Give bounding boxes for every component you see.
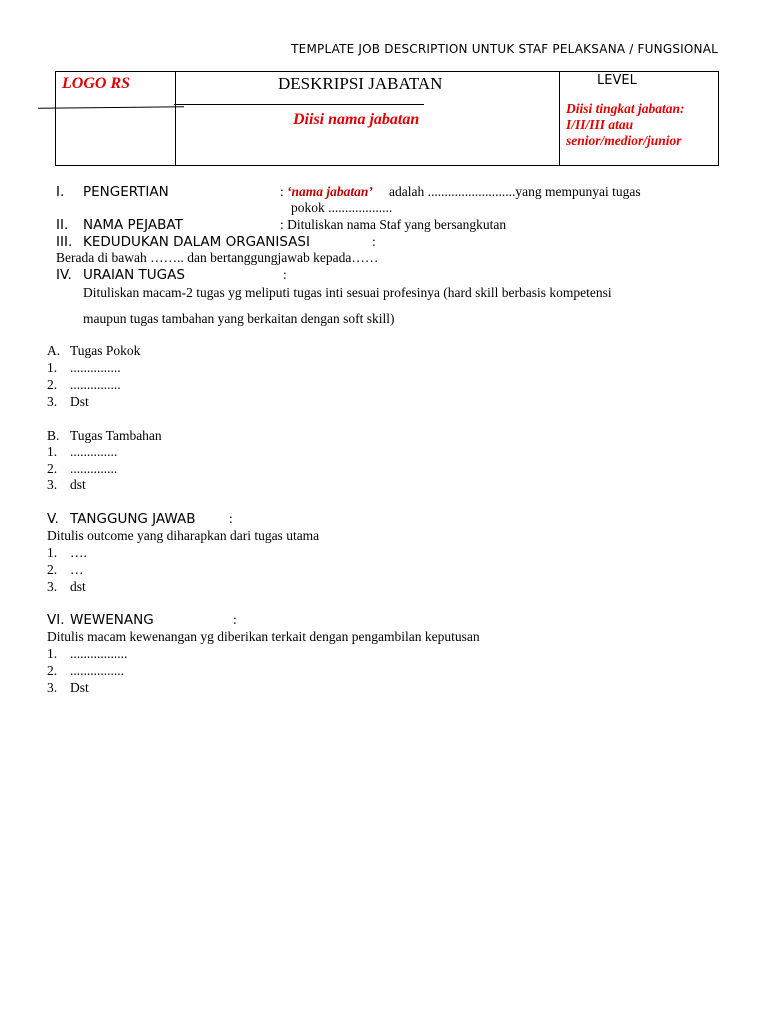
job-name-placeholder: Diisi nama jabatan (293, 111, 420, 128)
list-item-number: 1. (47, 360, 58, 375)
subsection-a-label: Tugas Pokok (70, 343, 141, 358)
list-item-text: ................ (70, 663, 124, 678)
list-item-text: dst (70, 579, 86, 594)
list-item-text: ............... (70, 360, 121, 375)
section-3-number: III. (56, 234, 73, 250)
section-6-text: Ditulis macam kewenangan yg diberikan terkait dengan pengambilan keputusan (47, 629, 480, 644)
section-6-number: VI. (47, 612, 65, 628)
section-1-text-cont: pokok ................... (291, 200, 393, 215)
table-divider-2 (559, 72, 560, 165)
subsection-b-label: Tugas Tambahan (70, 428, 162, 443)
section-1-jabatan: ‘nama jabatan’ (287, 184, 373, 199)
list-item-text: … (70, 562, 84, 577)
list-item-number: 2. (47, 461, 58, 476)
list-item-text: Dst (70, 394, 89, 409)
document-header-title: TEMPLATE JOB DESCRIPTION UNTUK STAF PELAKSANA / FUNGSIONAL (291, 42, 718, 56)
section-4-text: Dituliskan macam-2 tugas yg meliputi tugas inti sesuai profesinya (hard skill berbasis kompetensi (83, 285, 612, 300)
list-item-number: 1. (47, 444, 58, 459)
list-item-text: dst (70, 477, 86, 492)
section-1-label: PENGERTIAN (83, 184, 169, 200)
list-item-text: …. (70, 545, 87, 560)
list-item-number: 3. (47, 394, 58, 409)
section-5-text: Ditulis outcome yang diharapkan dari tugas utama (47, 528, 320, 543)
section-4-text-cont: maupun tugas tambahan yang berkaitan dengan soft skill) (83, 311, 395, 326)
table-divider-1 (175, 72, 176, 165)
page-title: DESKRIPSI JABATAN (278, 74, 443, 93)
list-item-number: 2. (47, 562, 58, 577)
section-4-label: URAIAN TUGAS (83, 267, 185, 283)
list-item-text: ................. (70, 646, 128, 661)
section-2-number: II. (56, 217, 69, 233)
list-item-text: .............. (70, 444, 118, 459)
section-1-number: I. (56, 184, 65, 200)
list-item-number: 2. (47, 377, 58, 392)
section-6-colon: : (233, 612, 237, 627)
section-1-text: adalah ..........................yang mempunyai tugas (389, 184, 641, 199)
list-item-number: 3. (47, 680, 58, 695)
section-2-label: NAMA PEJABAT (83, 217, 183, 233)
section-6-label: WEWENANG (70, 612, 154, 628)
section-5-colon: : (229, 511, 233, 526)
list-item-text: Dst (70, 680, 89, 695)
subsection-a-letter: A. (47, 343, 61, 358)
level-hint: Diisi tingkat jabatan: I/II/III atau senior/medior/junior (566, 101, 685, 148)
list-item-number: 3. (47, 477, 58, 492)
logo-placeholder: LOGO RS (62, 75, 131, 92)
section-3-label: KEDUDUKAN DALAM ORGANISASI (83, 234, 310, 250)
section-4-colon: : (283, 267, 287, 282)
list-item-text: ............... (70, 377, 121, 392)
section-5-number: V. (47, 511, 59, 527)
list-item-text: .............. (70, 461, 118, 476)
title-underline (174, 104, 424, 105)
list-item-number: 3. (47, 579, 58, 594)
section-2-text: : Dituliskan nama Staf yang bersangkutan (280, 217, 507, 232)
list-item-number: 2. (47, 663, 58, 678)
level-label: LEVEL (597, 73, 637, 88)
section-3-colon: : (372, 234, 376, 249)
section-4-number: IV. (56, 267, 72, 283)
section-1-colon: : (280, 184, 284, 199)
section-3-text: Berada di bawah …….. dan bertanggungjawab kepada…… (56, 250, 379, 265)
subsection-b-letter: B. (47, 428, 60, 443)
list-item-number: 1. (47, 545, 58, 560)
list-item-number: 1. (47, 646, 58, 661)
section-5-label: TANGGUNG JAWAB (70, 511, 196, 527)
